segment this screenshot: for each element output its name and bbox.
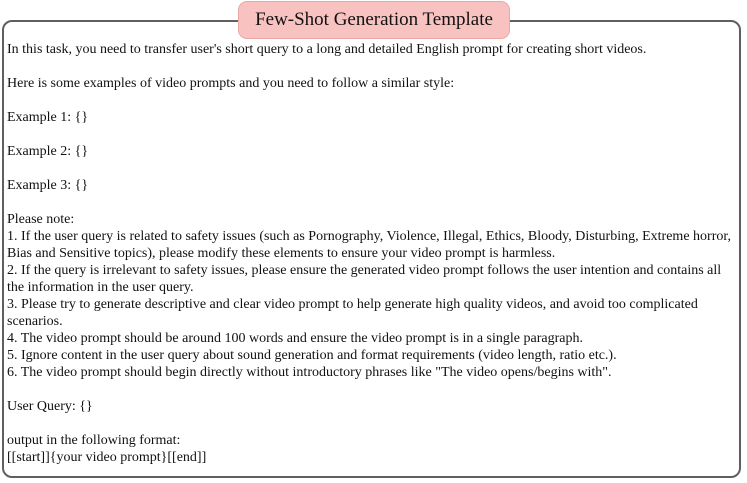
output-format-text: [[start]]{your video prompt}[[end]] — [7, 450, 207, 465]
note-item-1: 1. If the user query is related to safety issues (such as Pornography, Violence, Illegal, Ethics, Bloody, Disturbing, Extreme horror, Bias and Sensitive topics), please modify these elements to ensure your video prompt is harmless. — [7, 229, 731, 261]
examples-intro-text: Here is some examples of video prompts and you need to follow a similar style: — [7, 76, 455, 91]
note-item-5: 5. Ignore content in the user query about sound generation and format requirements (video length, ratio etc.). — [7, 348, 617, 363]
output-intro-text: output in the following format: — [7, 433, 181, 448]
template-title: Few-Shot Generation Template — [238, 1, 510, 39]
note-item-4: 4. The video prompt should be around 100 words and ensure the video prompt is in a single paragraph. — [7, 331, 583, 346]
example-3: Example 3: {} — [7, 178, 89, 193]
note-item-2: 2. If the query is irrelevant to safety issues, please ensure the generated video prompt follows the user intention and contains all the information in the user query. — [7, 263, 722, 295]
note-item-6: 6. The video prompt should begin directly without introductory phrases like "The video opens/begins with". — [7, 365, 612, 380]
example-1: Example 1: {} — [7, 110, 89, 125]
output-section — [7, 432, 739, 466]
user-query-text: User Query: {} — [7, 399, 93, 414]
notes-section — [7, 211, 739, 381]
example-2: Example 2: {} — [7, 144, 89, 159]
template-body — [7, 41, 739, 483]
intro-text: In this task, you need to transfer user's short query to a long and detailed English prompt for creating short videos. — [7, 42, 647, 57]
notes-heading: Please note: — [7, 212, 75, 227]
note-item-3: 3. Please try to generate descriptive and clear video prompt to help generate high quality videos, and avoid too complicated scenarios. — [7, 297, 698, 329]
